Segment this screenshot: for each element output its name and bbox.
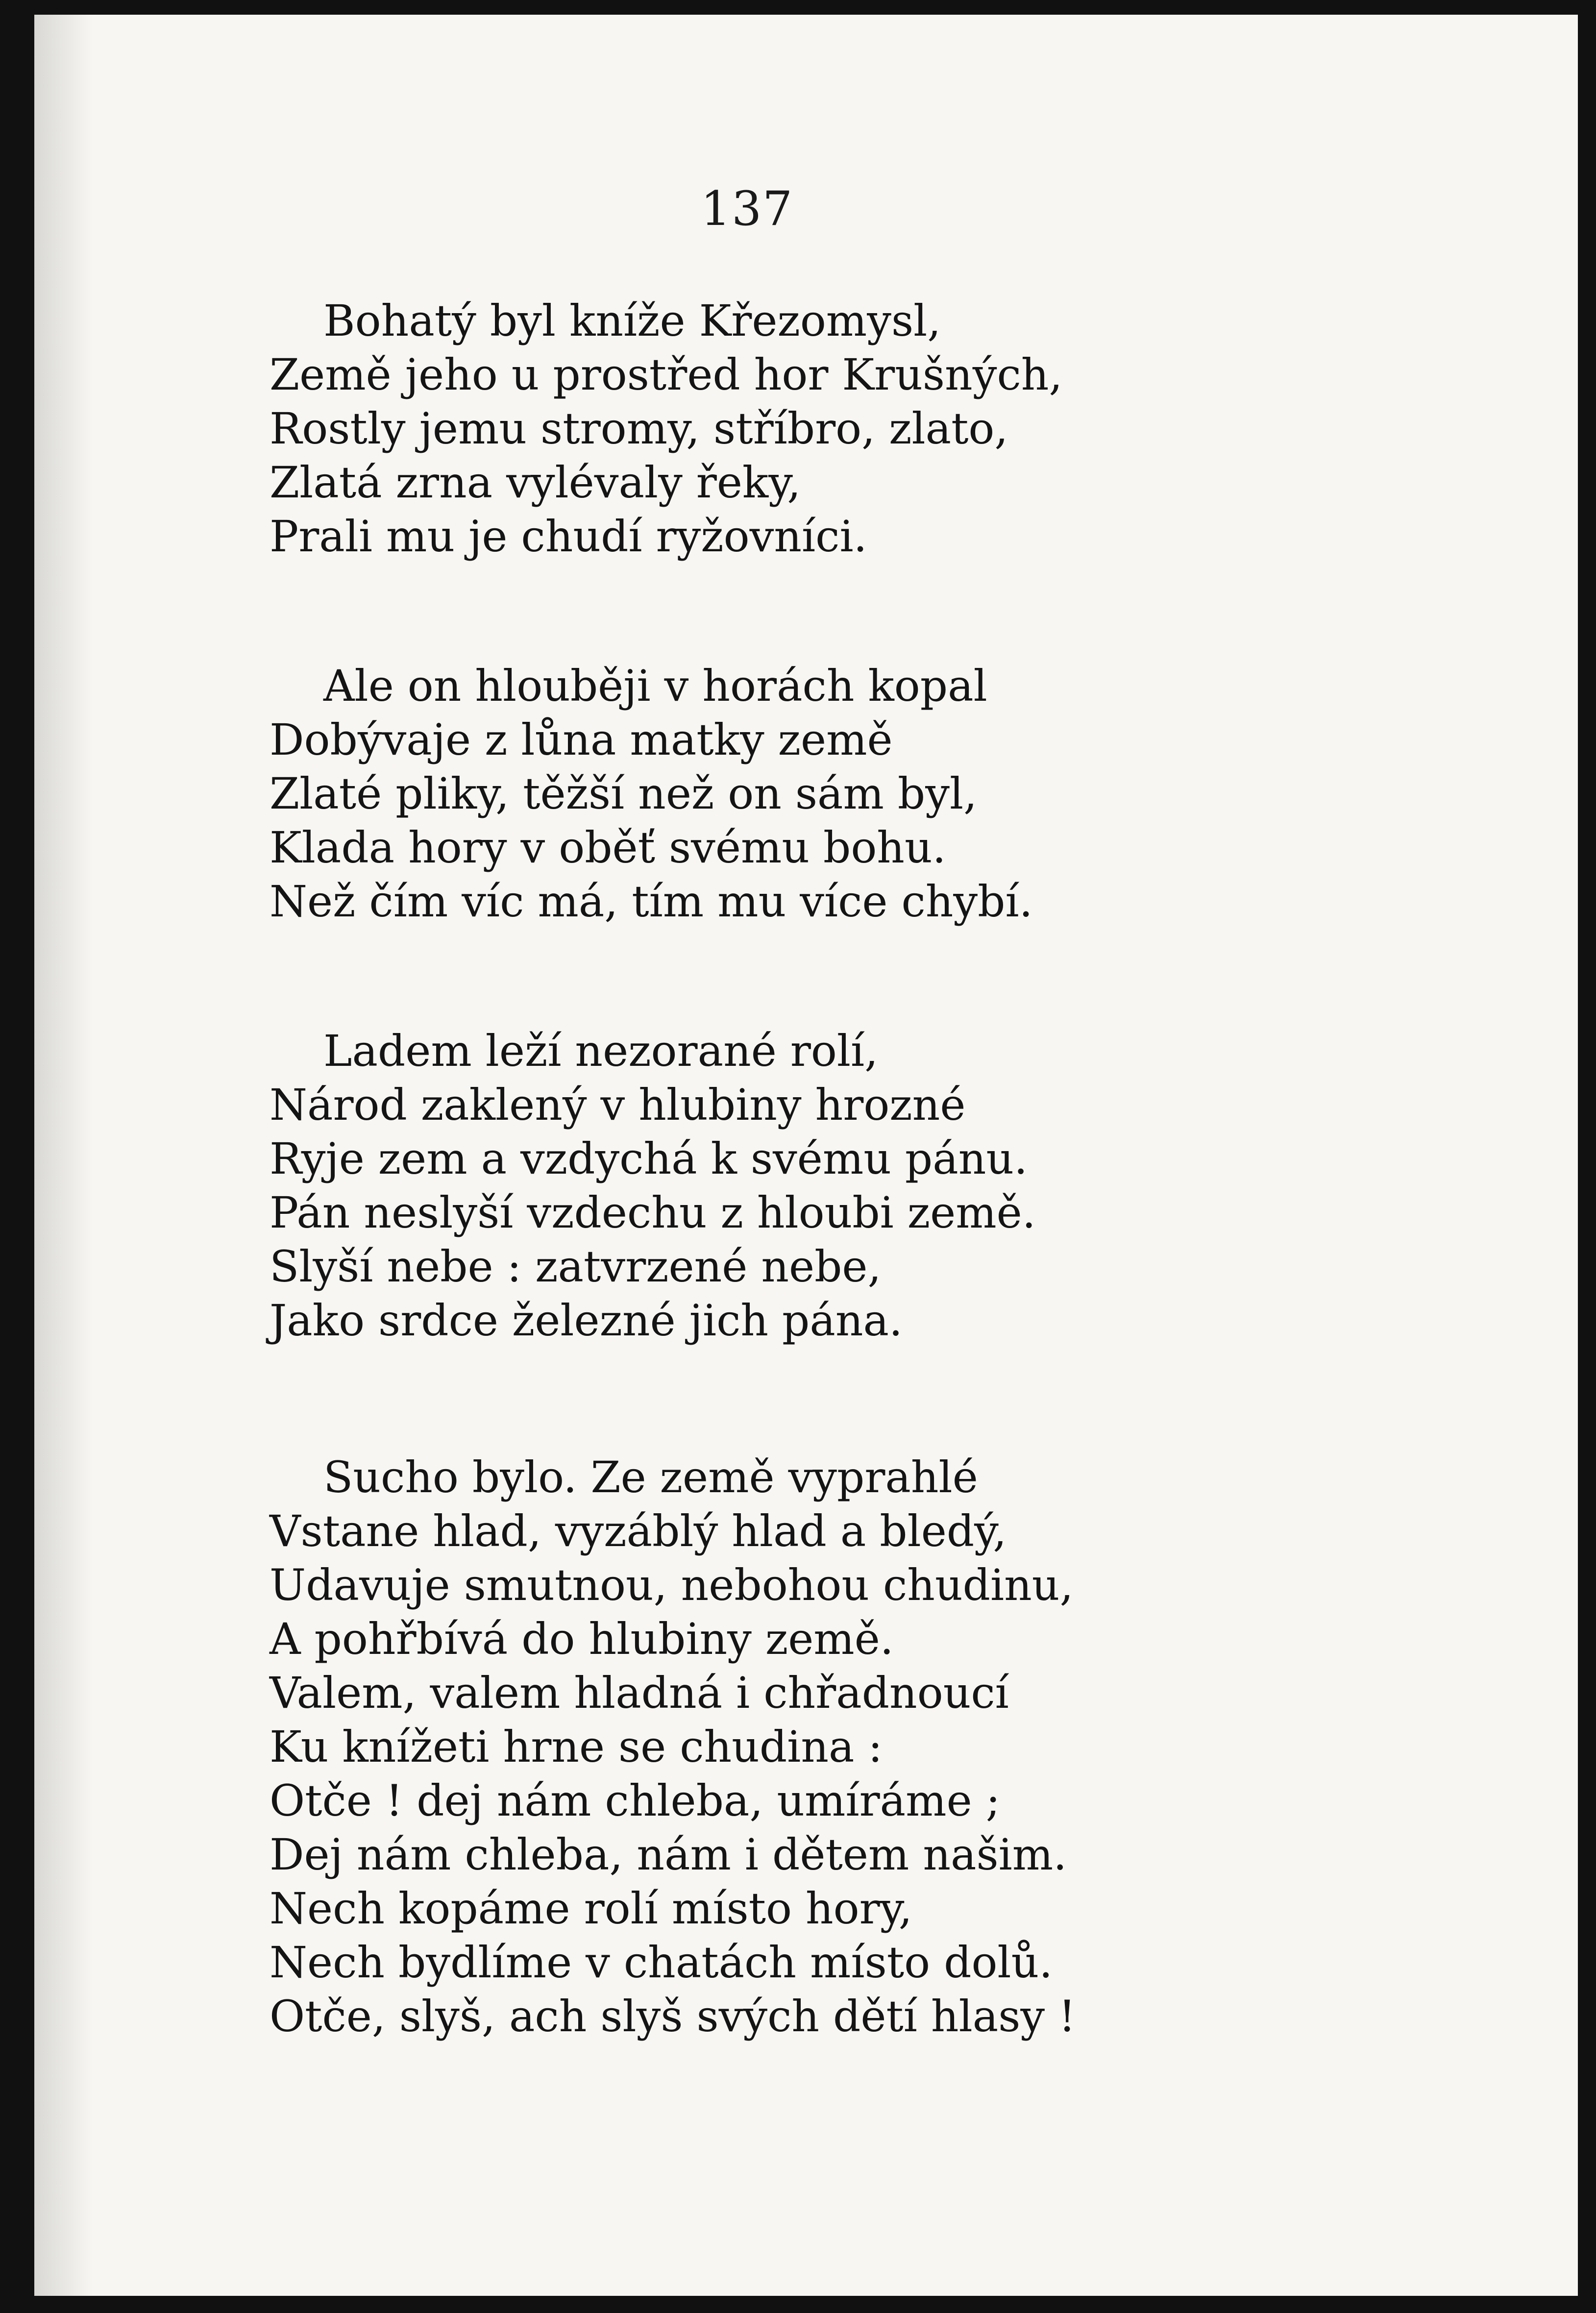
- stanza-2-line-4: Klada hory v oběť svému bohu.: [270, 822, 946, 873]
- stanza-3-line-3: Ryje zem a vzdychá k svému pánu.: [270, 1133, 1028, 1184]
- stanza-1-line-4: Zlatá zrna vylévaly řeky,: [270, 457, 801, 508]
- stanza-2-line-1: Ale on hlouběji v horách kopal: [323, 661, 987, 711]
- stanza-2-line-5: Než čím víc má, tím mu více chybí.: [270, 876, 1033, 927]
- stanza-1-line-1: Bohatý byl kníže Křezomysl,: [323, 295, 941, 346]
- book-page: [34, 15, 1578, 2296]
- stanza-4-line-8: Dej nám chleba, nám i dětem našim.: [270, 1829, 1067, 1880]
- stanza-3-line-5: Slyší nebe : zatvrzené nebe,: [270, 1241, 882, 1292]
- stanza-3-line-4: Pán neslyší vzdechu z hloubi země.: [270, 1187, 1036, 1238]
- stanza-4-line-1: Sucho bylo. Ze země vyprahlé: [323, 1452, 978, 1502]
- stanza-4-line-9: Nech kopáme rolí místo hory,: [270, 1883, 912, 1934]
- stanza-4-line-6: Ku knížeti hrne se chudina :: [270, 1722, 883, 1772]
- stanza-4-line-10: Nech bydlíme v chatách místo dolů.: [270, 1937, 1053, 1988]
- stanza-2-line-3: Zlaté pliky, těžší než on sám byl,: [270, 768, 978, 819]
- stanza-4-line-7: Otče ! dej nám chleba, umíráme ;: [270, 1775, 1001, 1826]
- stanza-2-line-2: Dobývaje z lůna matky země: [270, 714, 893, 765]
- poem: [34, 15, 1578, 2296]
- stanza-4-line-11: Otče, slyš, ach slyš svých dětí hlasy !: [270, 1991, 1076, 2042]
- stanza-3-line-2: Národ zaklený v hlubiny hrozné: [270, 1080, 966, 1130]
- stanza-1-line-3: Rostly jemu stromy, stříbro, zlato,: [270, 403, 1008, 454]
- stanza-1-line-5: Prali mu je chudí ryžovníci.: [270, 511, 867, 562]
- stanza-4-line-4: A pohřbívá do hlubiny země.: [270, 1614, 894, 1664]
- stanza-4-line-3: Udavuje smutnou, nebohou chudinu,: [270, 1560, 1074, 1610]
- page-number: 137: [701, 181, 794, 236]
- stanza-3-line-1: Ladem leží nezorané rolí,: [323, 1026, 879, 1076]
- stanza-4-line-2: Vstane hlad, vyzáblý hlad a bledý,: [270, 1506, 1007, 1556]
- stanza-1-line-2: Země jeho u prostřed hor Krušných,: [270, 349, 1063, 400]
- stanza-3-line-6: Jako srdce železné jich pána.: [270, 1295, 903, 1346]
- stanza-4-line-5: Valem, valem hladná i chřadnoucí: [270, 1668, 1009, 1718]
